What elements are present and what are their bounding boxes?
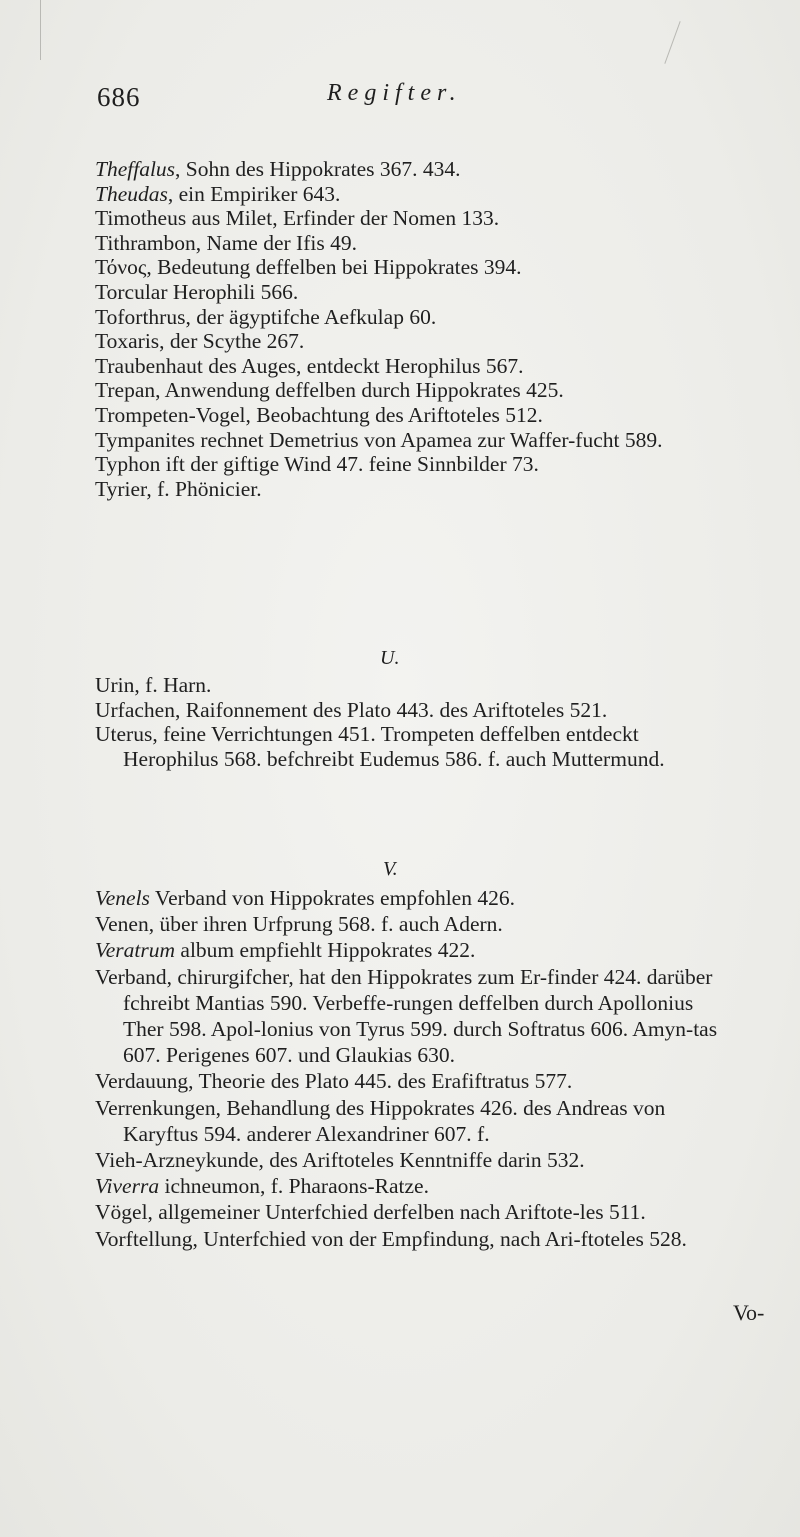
index-text: Torcular Herophili 566. [95,279,299,304]
page-header [97,82,697,122]
index-entry [95,378,735,403]
index-text: Traubenhaut des Auges, entdeckt Herophilus 567. [95,353,524,378]
section-letter-v: V. [383,858,398,880]
index-text: Verdauung, Theorie des Plato 445. des Erafiftratus 577. [95,1069,573,1094]
catchword: Vo- [733,1300,765,1325]
index-entry [95,428,735,453]
index-text: , Sohn des Hippokrates 367. 434. [175,157,461,181]
index-text: Tithrambon, Name der Ifis 49. [95,230,357,255]
index-text: Urin, f. Harn. [95,673,212,697]
index-entry [95,231,735,256]
page-crease-mark [664,21,680,64]
index-entry [95,1173,735,1199]
index-text: Trepan, Anwendung deffelben durch Hippokrates 425. [95,378,564,403]
index-text: Timotheus aus Milet, Erfinder der Nomen 133. [95,206,500,231]
index-term: Venels [95,886,150,910]
index-entry [95,477,735,502]
index-text: ichneumon, f. Pharaons-Ratze. [159,1174,429,1199]
index-text: Verband, chirurgifcher, hat den Hippokrates zum Er-finder 424. darüber fchreibt Mantias 590. Verbeffe-rungen deffelben durch Apollonius Ther 598. Apol-lonius von Tyrus 599. durch Softratus 606. Amyn-tas 607. Perigenes 607. und Glaukias 630. [95,964,718,1068]
index-entry [95,1147,735,1173]
index-text: Toxaris, der Scythe 267. [95,329,305,354]
page-number: 686 [97,82,141,112]
index-text: Uterus, feine Verrichtungen 451. Trompeten deffelben entdeckt Herophilus 568. befchreibt Eudemus 586. f. auch Muttermund. [95,722,665,771]
index-text: Verband von Hippokrates empfohlen 426. [149,886,515,910]
index-term: Viverra [95,1174,160,1199]
section-letter-u: U. [380,647,400,669]
running-title: Regifter. [327,80,462,106]
index-text: , ein Empiriker 643. [167,181,341,206]
index-entry [95,885,735,911]
index-term: Veratrum [95,938,176,963]
index-entry [95,329,735,354]
index-text: Vorftellung, Unterfchied von der Empfindung, nach Ari-ftoteles 528. [95,1226,687,1251]
index-section-u [95,673,735,771]
index-entry [95,182,735,207]
index-text: Vieh-Arzneykunde, des Ariftoteles Kenntniffe darin 532. [95,1148,585,1173]
index-text: Toforthrus, der ägyptifche Aefkulap 60. [95,304,437,329]
index-text: album empfiehlt Hippokrates 422. [175,938,476,963]
index-text: Tyrier, f. Phönicier. [95,476,262,501]
index-entry [95,305,735,330]
index-entry [95,698,735,723]
index-entry [95,722,735,771]
index-text: Venen, über ihren Urfprung 568. f. auch Adern. [95,912,503,937]
index-text: Verrenkungen, Behandlung des Hippokrates 426. des Andreas von Karyftus 594. anderer Alexandriner 607. f. [95,1095,666,1146]
index-text: Urfachen, Raifonnement des Plato 443. des Ariftoteles 521. [95,697,608,722]
index-section-v [95,885,735,1252]
index-entry [95,280,735,305]
index-text: Trompeten-Vogel, Beobachtung des Ariftoteles 512. [95,402,543,427]
index-entry [95,1095,735,1147]
index-entry [95,255,735,280]
index-text: Τόνος, Bedeutung deffelben bei Hippokrates 394. [95,255,522,280]
index-entry [95,673,735,698]
index-text: Vögel, allgemeiner Unterfchied derfelben nach Ariftote-les 511. [95,1200,646,1225]
index-entry [95,1226,735,1252]
index-entry [95,157,735,182]
index-entry [95,1199,735,1225]
index-term: Theudas [95,181,168,206]
index-entry [95,964,735,1069]
page-crease-mark [40,0,41,60]
index-entry [95,206,735,231]
index-text: Typhon ift der giftige Wind 47. feine Sinnbilder 73. [95,452,539,477]
index-entry [95,452,735,477]
index-entry [95,1068,735,1094]
index-section-t [95,157,735,501]
index-entry [95,354,735,379]
index-entry [95,911,735,937]
index-entry [95,403,735,428]
index-entry [95,937,735,963]
index-term: Theffalus [95,157,176,181]
index-text: Tympanites rechnet Demetrius von Apamea zur Waffer-fucht 589. [95,427,663,452]
